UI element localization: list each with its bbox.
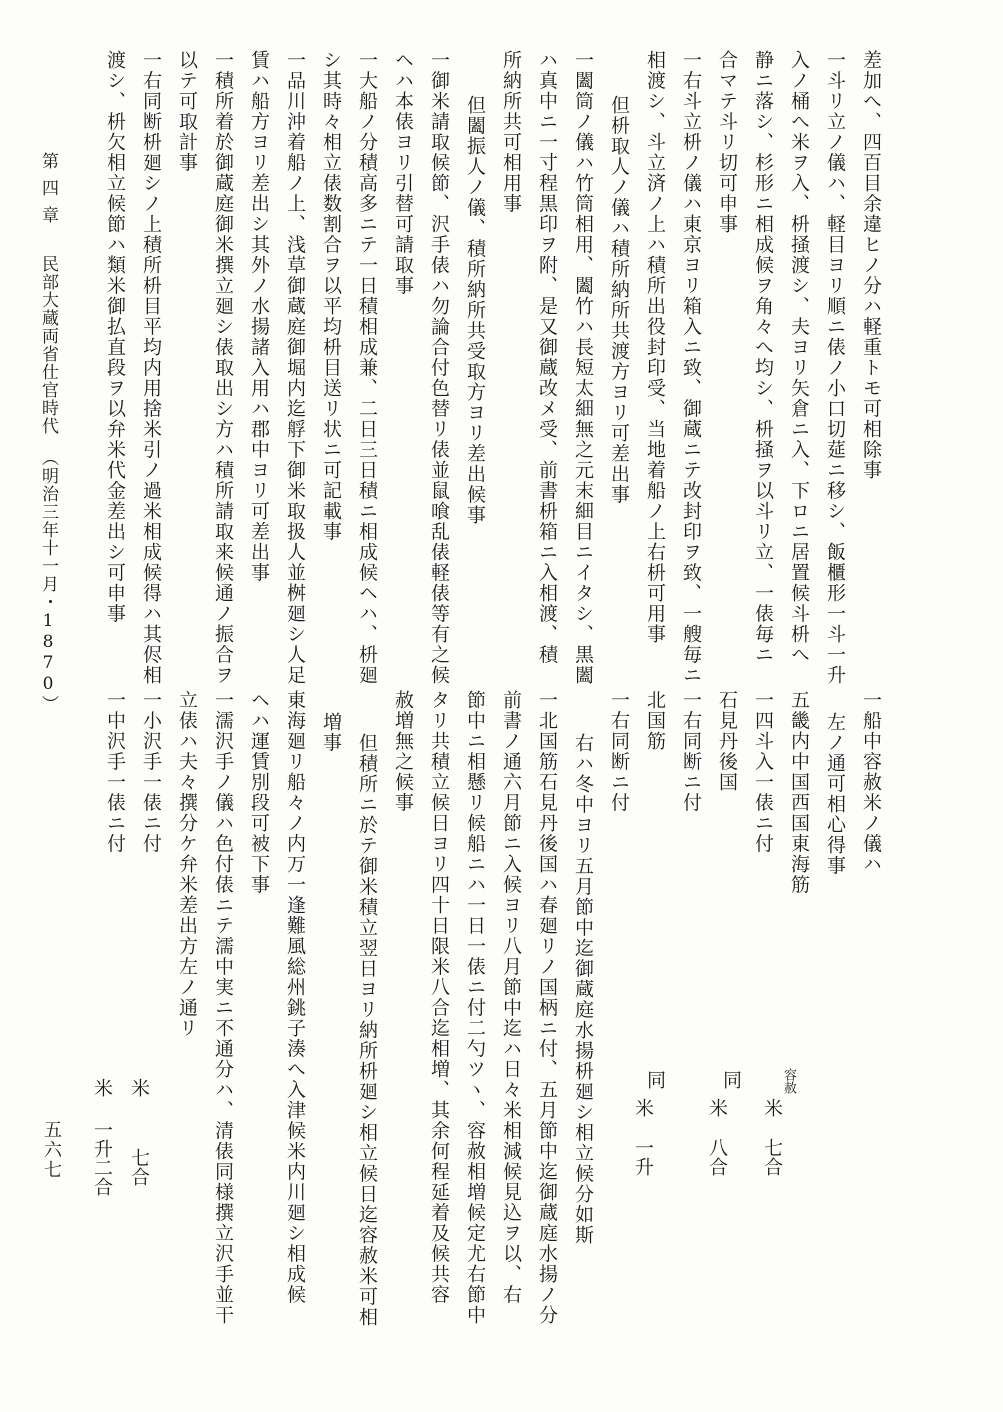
text-column: 但枡取人ノ儀ハ積所納所共渡方ヨリ可差出事	[608, 95, 630, 505]
text-column: 一闔筒ノ儀ハ竹筒相用、闔竹ハ長短太細無之元末細目ニイタシ、黒闔	[572, 50, 594, 686]
allowance-amount: 一升	[632, 1138, 654, 1176]
allowance-header: 容赦	[781, 1068, 796, 1094]
text-column: タリ共積立候日ヨリ四十日限米八合迄相増、其余何程延着及候共容	[428, 690, 450, 1305]
rice-label: 米	[761, 1098, 783, 1117]
text-column: 一北国筋石見丹後国ハ春廻リノ国柄ニ付、五月節中迄御蔵庭水揚ノ分	[536, 690, 558, 1326]
text-column: 入ノ桶へ米ヲ入、枡掻渡シ、夫ヨリ矢倉ニ入、下ロニ居置候斗枡へ	[788, 50, 810, 665]
same-mark: 同	[644, 1070, 666, 1089]
text-column: 五畿内中国西国東海筋	[788, 690, 810, 895]
text-column: 一斗リ立ノ儀ハ、軽目ヨリ順ニ俵ノ小口切莚ニ移シ、飯櫃形一斗一升	[824, 50, 846, 686]
section-label: 民部大蔵両省仕官時代	[38, 255, 58, 435]
text-column: 相渡シ、斗立済ノ上ハ積所出役封印受、当地着船ノ上右枡可用事	[644, 50, 666, 645]
running-header	[36, 152, 61, 713]
text-column: 立俵ハ夫々撰分ケ弁米差出方左ノ通リ	[176, 690, 198, 1039]
text-column: 左ノ通可相心得事	[824, 712, 846, 876]
text-column: 一船中容赦米ノ儀ハ	[860, 690, 882, 875]
text-column: 一積所着於御蔵庭御米撰立廻シ俵取出シ方ハ積所請取来候通ノ振合ヲ	[212, 50, 234, 686]
text-column: 一右斗立枡ノ儀ハ東京ヨリ箱入ニ致、御蔵ニテ改封印ヲ致、一艘毎ニ	[680, 50, 702, 686]
deduction-amount: 一升二合	[91, 1120, 113, 1196]
rice-label: 米	[91, 1078, 113, 1097]
text-column: 赦増無之候事	[392, 690, 414, 813]
text-column: 一中沢手一俵ニ付	[104, 690, 126, 854]
text-column: 増事	[320, 712, 342, 753]
text-column: 一御米請取候節、沢手俵ハ勿論合付色替リ俵並鼠喰乱俵軽俵等有之候	[428, 50, 450, 686]
chapter-label: 第四章	[38, 152, 58, 233]
rice-label: 米	[128, 1078, 150, 1097]
text-column: 前書ノ通六月節ニ入候ヨリ八月節中迄ハ日々米相減候見込ヲ以、右	[500, 690, 522, 1305]
text-column: ハ真中ニ一寸程黒印ヲ附、是又御蔵改メ受、前書枡箱ニ入相渡、積	[536, 50, 558, 665]
text-column: 渡シ、枡欠相立候節ハ類米御払直段ヲ以弁米代金差出シ可申事	[104, 50, 126, 624]
rice-label: 米	[632, 1098, 654, 1117]
text-column: 賃ハ船方ヨリ差出シ其外ノ水揚諸入用ハ郡中ヨリ可差出事	[248, 50, 270, 583]
text-column: 合マテ斗リ切可申事	[716, 50, 738, 235]
rice-label: 米	[706, 1098, 728, 1117]
text-column: 石見丹後国	[716, 690, 738, 793]
text-column: 一右同断枡廻シノ上積所枡目平均内用捨米引ノ過米相成候得ハ其侭相	[140, 50, 162, 686]
text-column: 所納所共可相用事	[500, 50, 522, 214]
text-column: 但積所ニ於テ御米積立翌日ヨリ納所枡廻シ相立候日迄容赦米可相	[356, 733, 378, 1328]
text-column: 北国筋	[644, 690, 666, 752]
text-column: 一濡沢手ノ儀ハ色付俵ニテ濡中実ニ不通分ハ、清俵同様撰立沢手並干	[212, 690, 234, 1326]
text-column: シ其時々相立俵数割合ヲ以平均枡目送リ状ニ可記載事	[320, 50, 342, 542]
allowance-amount: 八合	[706, 1138, 728, 1176]
text-column: 一右同断ニ付	[608, 690, 630, 813]
allowance-amount: 七合	[761, 1138, 783, 1176]
text-column: ヘハ本俵ヨリ引替可請取事	[392, 50, 414, 296]
text-column: 一大船ノ分積高多ニテ一日積相成兼、二日三日積ニ相成候ヘハ、枡廻	[356, 50, 378, 686]
text-column: 一右同断ニ付	[680, 690, 702, 813]
text-column: 一小沢手一俵ニ付	[140, 690, 162, 854]
text-column: 以テ可取計事	[176, 50, 198, 173]
text-column: 一四斗入一俵ニ付	[752, 690, 774, 854]
text-column: 静ニ落シ、杉形ニ相成候ヲ角々へ均シ、枡掻ヲ以斗リ立、一俵毎ニ	[752, 50, 774, 665]
text-column: 一品川沖着船ノ上、浅草御蔵庭御堀内迄艀下御米取扱人並桝廻シ人足	[284, 50, 306, 686]
date-label: （明治三年十一月・1870）	[38, 449, 58, 713]
page-number: 五六七	[41, 1120, 62, 1180]
text-column: 右ハ冬中ヨリ五月節中迄御蔵庭水揚枡廻シ相立候分如斯	[572, 733, 594, 1246]
same-mark: 同	[720, 1070, 742, 1089]
deduction-amount: 七合	[128, 1148, 150, 1186]
text-column: 節中ニ相懸リ候船ニハ一日一俵ニ付二勺ツヽ、容赦相増候定尤右節中	[464, 690, 486, 1326]
text-column: 差加へ、四百目余違ヒノ分ハ軽重トモ可相除事	[860, 50, 882, 481]
text-column: 但闔振人ノ儀、積所納所共受取方ヨリ差出候事	[464, 95, 486, 526]
text-column: ヘハ運賃別段可被下事	[248, 690, 270, 895]
text-column: 東海廻リ船々ノ内万一逢難風総州銚子湊へ入津候米内川廻シ相成候	[284, 690, 306, 1305]
